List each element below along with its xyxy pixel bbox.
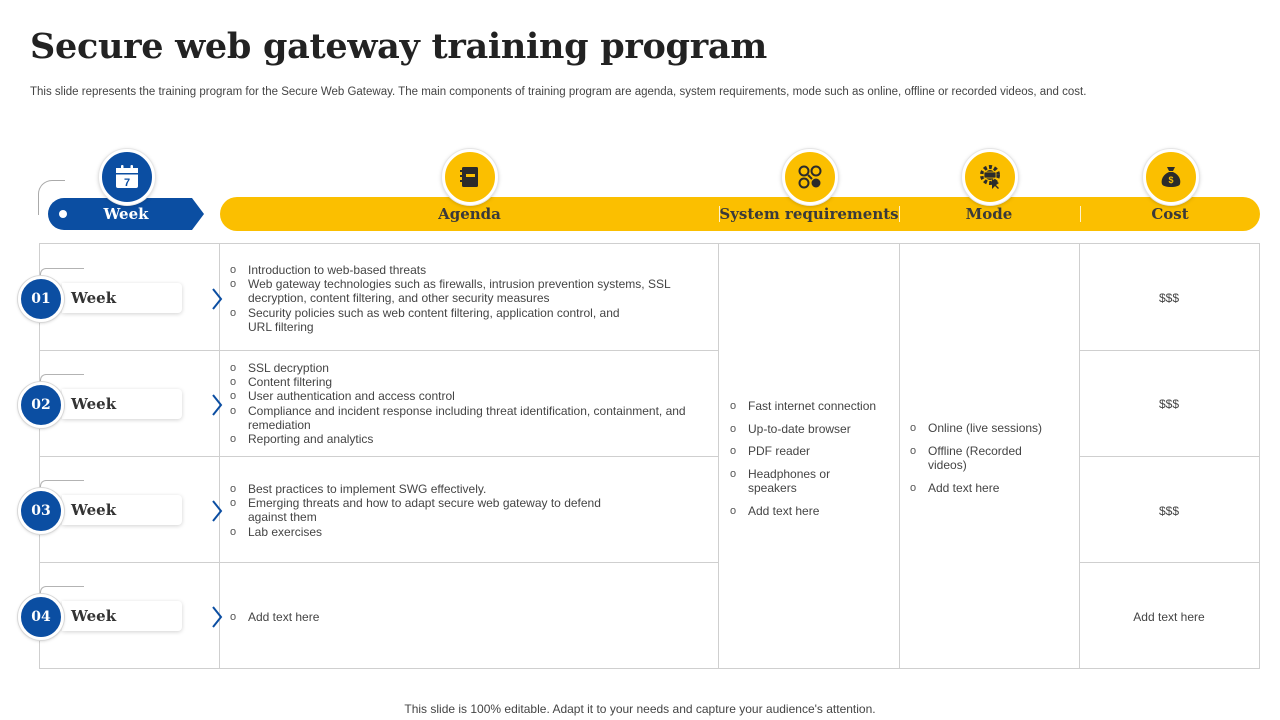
requirement-item: o Add text here (729, 504, 894, 518)
agenda-cell-week-4 (229, 610, 629, 624)
calendar-icon (99, 149, 155, 205)
week-row-4 (18, 594, 208, 640)
agenda-item: o Lab exercises (229, 525, 629, 539)
chevron-right-icon (211, 500, 223, 522)
chevron-right-icon (211, 394, 223, 416)
requirement-item: o PDF reader (729, 444, 894, 458)
mode-item: o Offline (Recorded videos) (909, 444, 1043, 472)
column-divider (899, 243, 900, 669)
svg-text:$: $ (1168, 175, 1174, 185)
mode-header: Mode (965, 205, 1013, 223)
row-divider (1079, 456, 1260, 457)
agenda-item: o Add text here (229, 610, 629, 624)
week-number-badge: 04 (18, 594, 64, 640)
chevron-right-icon (211, 606, 223, 628)
week-tab (62, 495, 182, 525)
week-tab (62, 601, 182, 631)
agenda-item: o Web gateway technologies such as firewalls, intrusion prevention systems, SSL decryption, content filtering, and other security measures (229, 277, 689, 305)
agenda-cell-week-2 (229, 361, 694, 446)
cost-week-3: $$$ (1158, 504, 1180, 518)
week-tab-label: Week (71, 395, 117, 413)
calendar-day-number: 7 (123, 177, 131, 189)
row-connector (40, 586, 84, 595)
mode-item: o Add text here (909, 481, 1074, 495)
week-number-badge: 03 (18, 488, 64, 534)
agenda-header: Agenda (438, 205, 501, 223)
row-divider (39, 350, 719, 351)
agenda-notebook-icon (442, 149, 498, 205)
column-divider (1079, 243, 1080, 669)
column-divider (718, 243, 719, 669)
agenda-cell-week-3 (229, 482, 629, 539)
cost-header: Cost (1151, 205, 1189, 223)
week-tab (62, 283, 182, 313)
cost-week-1: $$$ (1158, 291, 1180, 305)
requirement-item: o Up-to-date browser (729, 422, 894, 436)
row-divider (39, 456, 719, 457)
week-tab-label: Week (71, 607, 117, 625)
system-requirements-header: System requirements (719, 205, 899, 223)
agenda-item: o Best practices to implement SWG effectively. (229, 482, 629, 496)
mode-cell (909, 421, 1074, 503)
row-divider (1079, 562, 1260, 563)
page-title: Secure web gateway training program (30, 26, 767, 67)
row-connector (40, 374, 84, 383)
agenda-item: o SSL decryption (229, 361, 694, 375)
week-row-3 (18, 488, 208, 534)
week-number-badge: 02 (18, 382, 64, 428)
agenda-item: o Reporting and analytics (229, 432, 694, 446)
requirement-item: o Headphones or speakers (729, 467, 838, 495)
agenda-item: o Content filtering (229, 375, 694, 389)
agenda-item: o Compliance and incident response including threat identification, containment, and remediation (229, 404, 694, 432)
footer-note: This slide is 100% editable. Adapt it to your needs and capture your audience's attention. (404, 702, 876, 716)
agenda-cell-week-1 (229, 263, 689, 334)
page-subtitle: This slide represents the training program for the Secure Web Gateway. The main components of training program are agenda, system requirements, mode such as online, offline or recorded videos, and cost. (30, 86, 1087, 98)
row-connector (40, 268, 84, 277)
agenda-item: o User authentication and access control (229, 389, 694, 403)
table-border-top (39, 243, 1260, 244)
agenda-item: o Introduction to web-based threats (229, 263, 689, 277)
week-tab-label: Week (71, 289, 117, 307)
chevron-right-icon (211, 288, 223, 310)
mode-gear-icon (962, 149, 1018, 205)
week-tab-label: Week (71, 501, 117, 519)
agenda-item: o Emerging threats and how to adapt secure web gateway to defend against them (229, 496, 629, 524)
columns-header-bar (220, 197, 1260, 231)
system-requirements-cell (729, 399, 894, 527)
row-connector (40, 480, 84, 489)
week-row-2 (18, 382, 208, 428)
week-header-label: Week (103, 205, 149, 223)
table-border-right (1259, 243, 1260, 669)
week-number-badge: 01 (18, 276, 64, 322)
row-divider (39, 562, 719, 563)
cost-week-4: Add text here (1133, 610, 1205, 624)
requirement-item: o Fast internet connection (729, 399, 894, 413)
system-requirements-icon (782, 149, 838, 205)
week-row-1 (18, 276, 208, 322)
agenda-item: o Security policies such as web content filtering, application control, and URL filtering (229, 306, 638, 334)
table-border-bottom (39, 668, 1260, 669)
cost-money-bag-icon (1143, 149, 1199, 205)
cost-week-2: $$$ (1158, 397, 1180, 411)
row-divider (1079, 350, 1260, 351)
mode-item: o Online (live sessions) (909, 421, 1074, 435)
week-tab (62, 389, 182, 419)
